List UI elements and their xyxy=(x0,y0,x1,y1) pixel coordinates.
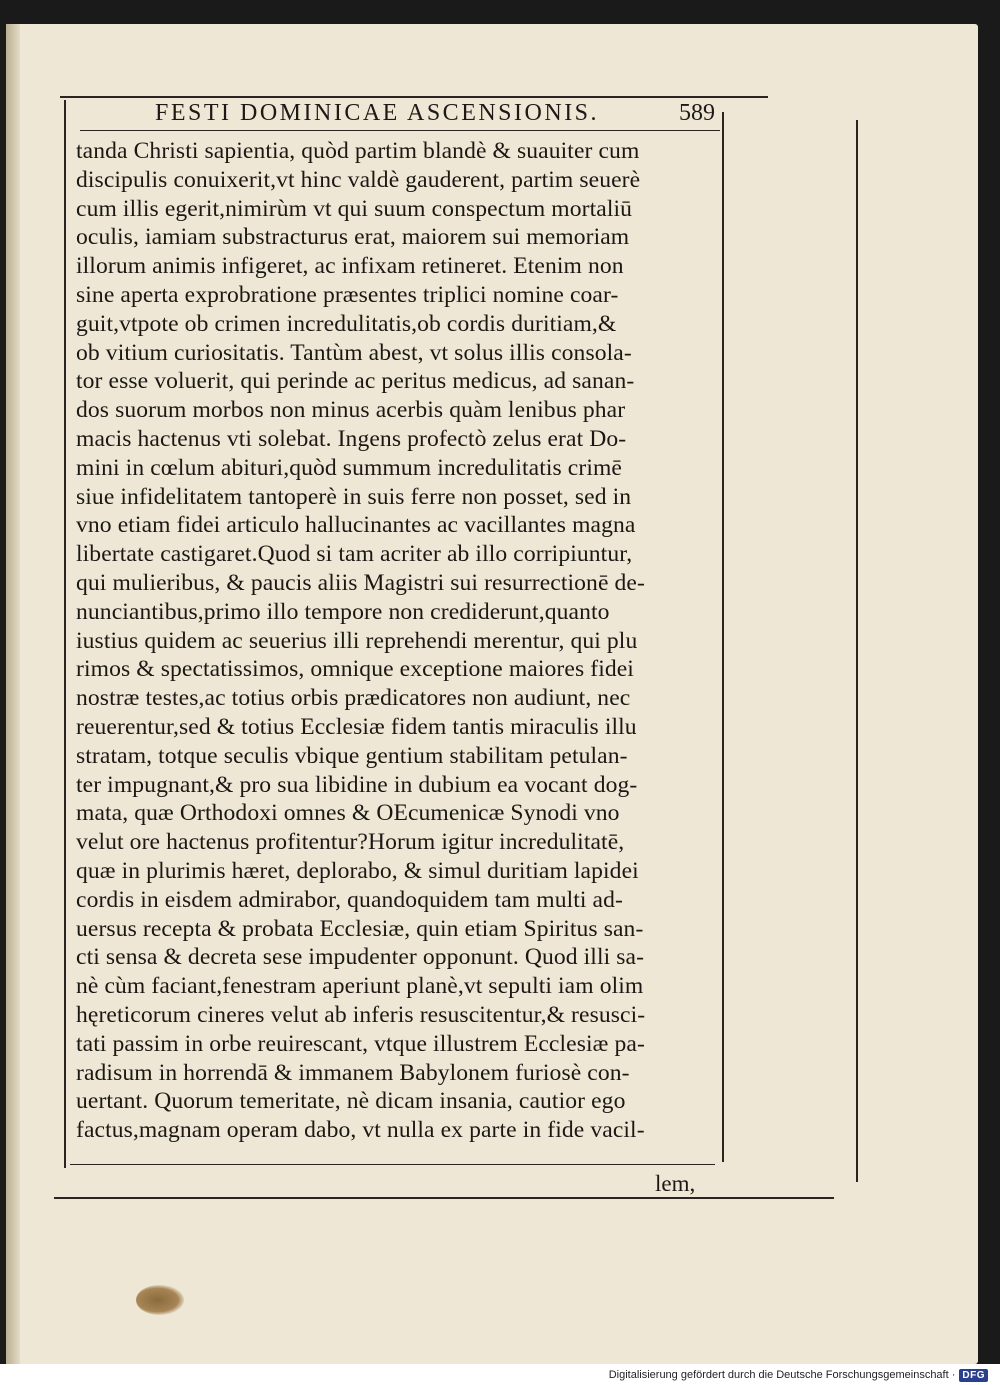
dfg-logo: DFG xyxy=(959,1369,988,1382)
text-line: sine aperta exprobratione præsentes triplici nomine coar- xyxy=(76,281,619,308)
outer-right-rule xyxy=(856,120,858,1182)
funding-credit: Digitalisierung gefördert durch die Deutsche Forschungsgemeinschaft · xyxy=(608,1369,956,1381)
text-line: uertant. Quorum temeritate, nè dicam insania, cautior ego xyxy=(76,1088,626,1115)
text-line: ob vitium curiositatis. Tantùm abest, vt solus illis consola- xyxy=(76,339,632,366)
running-header xyxy=(155,100,715,134)
text-line: mata, quæ Orthodoxi omnes & OEcumenicæ Synodi vno xyxy=(76,800,620,827)
text-line: nunciantibus,primo illo tempore non crediderunt,quanto xyxy=(76,598,610,625)
text-line: tati passim in orbe reuirescant, vtque illustrem Ecclesiæ pa- xyxy=(76,1030,645,1057)
ink-stain xyxy=(136,1285,184,1315)
text-line: nè cùm faciant,fenestram aperiunt planè,vt sepulti iam olim xyxy=(76,973,644,1000)
text-line: tanda Christi sapientia, quòd partim blandè & suauiter cum xyxy=(76,138,640,164)
text-line: reuerentur,sed & totius Ecclesiæ fidem tantis miraculis illu xyxy=(76,713,637,740)
text-line: cum illis egerit,nimirùm vt qui suum conspectum mortaliū xyxy=(76,195,633,222)
text-line: discipulis conuixerit,vt hinc valdè gauderent, partim seuerè xyxy=(76,166,641,193)
text-line: qui mulieribus, & paucis aliis Magistri sui resurrectionē de- xyxy=(76,569,645,596)
text-line: mini in cœlum abituri,quòd summum incredulitatis crimē xyxy=(76,454,623,481)
body-text xyxy=(76,137,716,1145)
text-line: dos suorum morbos non minus acerbis quàm lenibus phar xyxy=(76,397,626,424)
catchword: lem, xyxy=(655,1171,696,1196)
page-gutter-edge xyxy=(6,24,20,1364)
text-line: nostræ testes,ac totius orbis prædicatores non audiunt, nec xyxy=(76,685,631,712)
text-line: rimos & spectatissimos, omnique exceptione maiores fidei xyxy=(76,656,634,683)
text-line: tor esse voluerit, qui perinde ac peritus medicus, ad sanan- xyxy=(76,368,635,395)
text-line: factus,magnam operam dabo, vt nulla ex parte in fide vacil- xyxy=(76,1117,645,1144)
text-line: vno etiam fidei articulo hallucinantes ac vacillantes magna xyxy=(76,512,636,539)
text-line: quæ in plurimis hæret, deplorabo, & simul duritiam lapidei xyxy=(76,857,639,884)
text-line: hęreticorum cineres velut ab inferis resuscitentur,& resusci- xyxy=(76,1001,646,1028)
text-line: iustius quidem ac seuerius illi reprehendi merentur, qui plu xyxy=(76,627,638,654)
bottom-rule xyxy=(54,1197,834,1199)
text-line: radisum in horrendā & immanem Babylonem furiosè con- xyxy=(76,1059,630,1086)
digitization-footer xyxy=(609,1367,988,1383)
text-line: macis hactenus vti solebat. Ingens profectò zelus erat Do- xyxy=(76,425,627,452)
text-line: uersus recepta & probata Ecclesiæ, quin etiam Spiritus san- xyxy=(76,915,644,942)
text-bottom-rule xyxy=(70,1164,715,1165)
text-line: oculis, iamiam substracturus erat, maiorem sui memoriam xyxy=(76,224,630,251)
running-title: FESTI DOMINICAE ASCENSIONIS. xyxy=(155,100,600,126)
text-line: stratam, totque seculis vbique gentium stabilitam petulan- xyxy=(76,742,628,769)
text-line: illorum animis infigeret, ac infixam retineret. Etenim non xyxy=(76,253,624,280)
text-line: siue infidelitatem tantoperè in suis ferre non posset, sed in xyxy=(76,483,632,510)
right-margin-rule xyxy=(722,112,724,1162)
text-line: velut ore hactenus profitentur?Horum igitur incredulitatē, xyxy=(76,829,625,856)
left-margin-rule xyxy=(64,100,66,1168)
text-line: cordis in eisdem admirabor, quandoquidem tam multi ad- xyxy=(76,886,623,913)
text-line: libertate castigaret.Quod si tam acriter ab illo corripiuntur, xyxy=(76,541,633,568)
text-line: guit,vtpote ob crimen incredulitatis,ob cordis duritiam,& xyxy=(76,310,617,337)
top-rule xyxy=(60,96,768,98)
text-line: ter impugnant,& pro sua libidine in dubium ea vocant dog- xyxy=(76,771,638,798)
text-line: cti sensa & decreta sese impudenter opponunt. Quod illi sa- xyxy=(76,944,645,971)
page-number: 589 xyxy=(679,100,715,126)
